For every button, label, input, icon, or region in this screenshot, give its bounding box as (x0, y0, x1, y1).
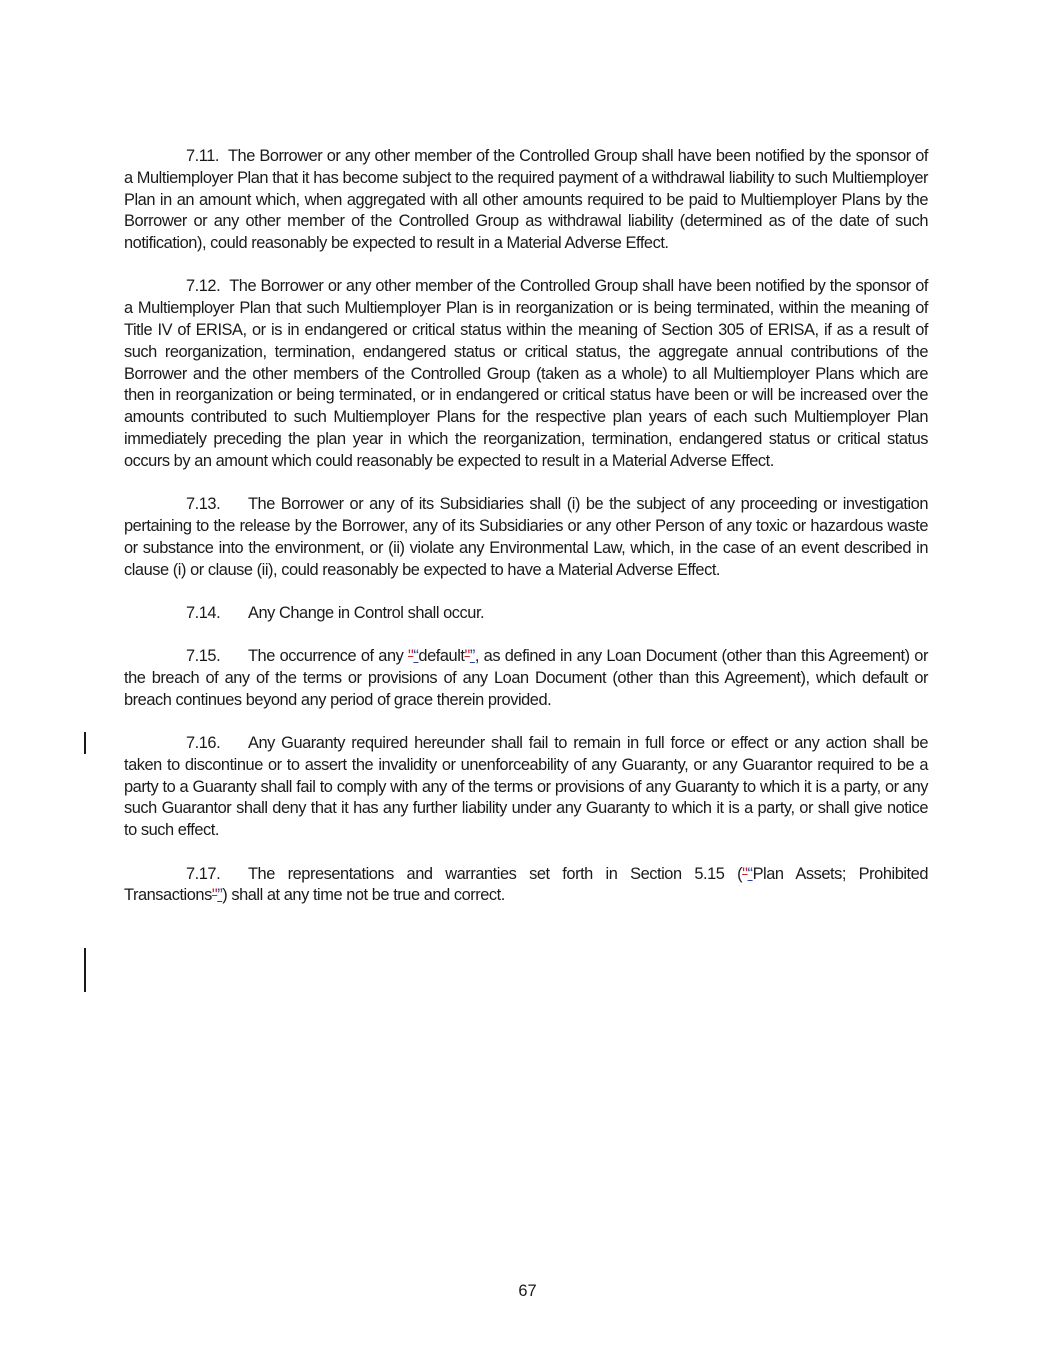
document-body (124, 146, 928, 929)
quoted-term: Plan Assets; Prohibited Transactions (124, 864, 928, 905)
section-text: Any Change in Control shall occur. (248, 603, 485, 622)
inserted-quote-mark: ” (217, 886, 223, 905)
section-text: Any Guaranty required hereunder shall fail to remain in full force or effect or any action shall be taken to discontinue or to assert the invalidity or unenforceability of any Guaranty, or any Guarantor required to be a party to a Guaranty shall fail to comply with any of the terms or provisions of any Guaranty to which it is a party, or any such Guarantor shall deny that it has any further liability under any Guaranty to which it is a party, or shall give notice to such effect. (124, 734, 928, 840)
section-number: 7.16. (186, 734, 221, 753)
deleted-quote-mark: " (408, 647, 414, 666)
revision-change-bar (84, 948, 86, 992)
deleted-quote-mark: " (211, 886, 218, 905)
inserted-quote-mark: “ (747, 864, 753, 883)
section-number: 7.13. (186, 495, 221, 514)
section-number: 7.17. (186, 864, 221, 883)
section-7-16 (124, 733, 928, 842)
deleted-quote-mark: " (742, 864, 748, 883)
section-7-11 (124, 146, 928, 255)
section-text-after: , as defined in any Loan Document (other than this Agreement) or the breach of any of the terms or provisions of any Loan Document (other than this Agreement), which default or breach continues beyond any period of grace therein provided. (124, 647, 928, 709)
inserted-quote-mark: “ (413, 647, 419, 666)
section-7-14 (124, 603, 928, 625)
deleted-quote-mark: " (464, 647, 470, 666)
page-number: 67 (518, 1282, 537, 1300)
section-text: The Borrower or any other member of the Controlled Group shall have been notified by the sponsor of a Multiemployer Plan that it has become subject to the required payment of a withdrawal liability to such Multiemployer Plan in an amount which, when aggregated with all other amounts required to be paid to Multiemployer Plans by the Borrower or any other member of the Controlled Group as withdrawal liability (determined as of the date of such notification), could reasonably be expected to result in a Material Adverse Effect. (124, 147, 928, 253)
section-text-before: The representations and warranties set forth in Section 5.15 ( (248, 864, 743, 883)
section-number: 7.11. (186, 147, 219, 165)
revision-change-bar (84, 732, 86, 754)
quoted-term: default (418, 647, 465, 666)
section-text-before: The occurrence of any (248, 647, 409, 666)
section-7-15 (124, 646, 928, 711)
section-7-13 (124, 494, 928, 581)
section-7-17 (124, 864, 928, 908)
section-text-after: ) shall at any time not be true and correct. (222, 886, 505, 905)
section-number: 7.12. (186, 277, 221, 296)
section-7-12 (124, 276, 928, 472)
inserted-quote-mark: ” (469, 647, 475, 666)
section-text: The Borrower or any of its Subsidiaries shall (i) be the subject of any proceeding or investigation pertaining to the release by the Borrower, any of its Subsidiaries or any other Person of any toxic or hazardous waste or substance into the environment, or (ii) violate any Environmental Law, which, in the case of an event described in clause (i) or clause (ii), could reasonably be expected to have a Material Adverse Effect. (124, 495, 928, 579)
section-number: 7.15. (186, 647, 221, 666)
section-number: 7.14. (186, 603, 221, 622)
section-text: The Borrower or any other member of the Controlled Group shall have been notified by the sponsor of a Multiemployer Plan that such Multiemployer Plan is in reorganization or is being terminated, within the meaning of Title IV of ERISA, or is in endangered or critical status within the meaning of Section 305 of ERISA, if as a result of such reorganization, termination, endangered status or critical status, the aggregate annual contributions of the Borrower and the other members of the Controlled Group (taken as a whole) to all Multiemployer Plans which are then in reorganization or being terminated, or in endangered or critical status have been or will be increased over the amounts contributed to such Multiemployer Plans for the respective plan years of each such Multiemployer Plan immediately preceding the plan year in which the reorganization, termination, endangered status or critical status occurs by an amount which could reasonably be expected to result in a Material Adverse Effect. (124, 277, 928, 470)
